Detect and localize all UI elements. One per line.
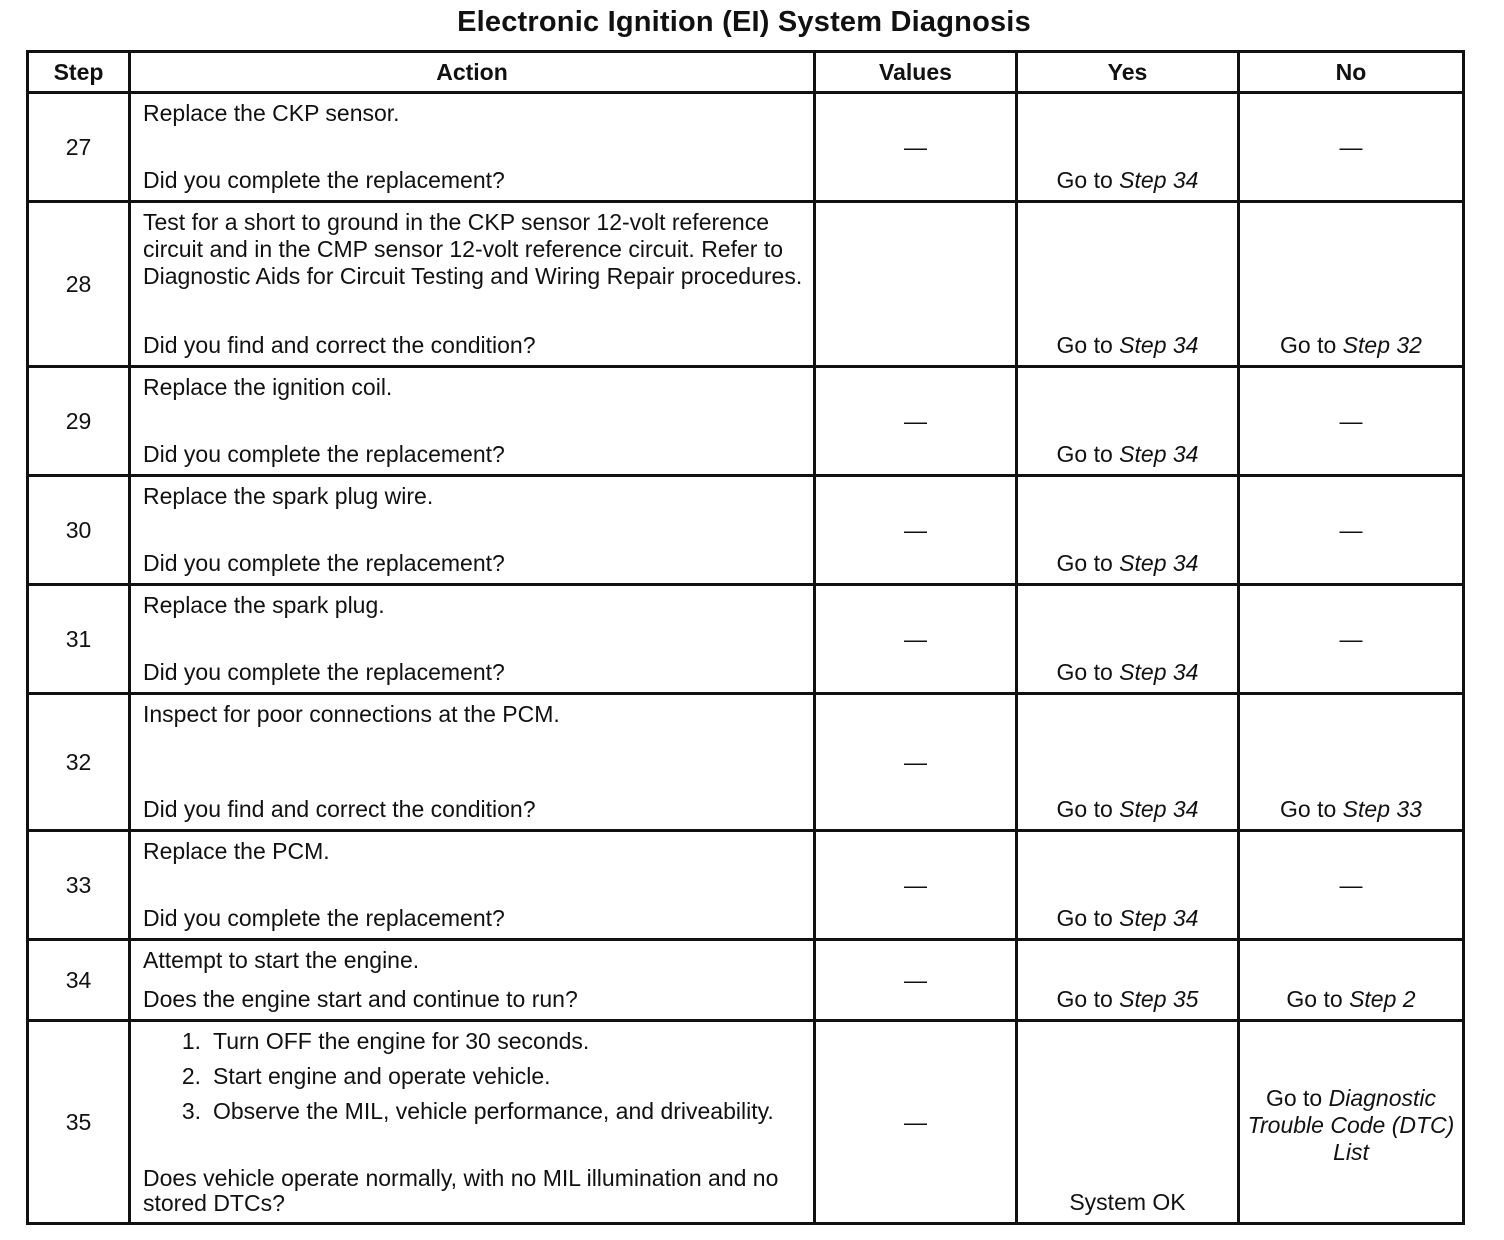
action-question: Did you complete the replacement? <box>143 659 505 685</box>
step-number: 33 <box>28 831 130 940</box>
no-cell <box>1239 1021 1464 1224</box>
goto-label: Go to <box>1056 986 1113 1012</box>
page-title: Electronic Ignition (EI) System Diagnosis <box>457 6 1031 38</box>
action-instruction: Test for a short to ground in the CKP sensor 12-volt reference circuit and in the CMP sensor 12-volt reference circuit. Refer to Diagnostic Aids for Circuit Testing and Wiring Repair procedures. <box>143 209 803 289</box>
no-cell <box>1239 202 1464 367</box>
action-question: Does the engine start and continue to run? <box>143 986 578 1012</box>
action-question: Did you complete the replacement? <box>143 550 505 576</box>
action-question: Did you find and correct the condition? <box>143 332 536 358</box>
header-no: No <box>1239 52 1464 93</box>
action-instruction: Replace the spark plug. <box>143 592 385 618</box>
step-number: 35 <box>28 1021 130 1224</box>
yes-cell <box>1017 694 1239 831</box>
table-row <box>28 940 1464 1021</box>
header-row <box>28 52 1464 93</box>
table-row <box>28 476 1464 585</box>
numbered-list <box>143 1028 803 1125</box>
table-row <box>28 694 1464 831</box>
goto-label: Go to <box>1056 332 1113 358</box>
goto-label: Go to <box>1056 905 1113 931</box>
goto-label: Go to <box>1265 1084 1323 1111</box>
no-cell <box>1239 940 1464 1021</box>
yes-cell <box>1017 476 1239 585</box>
values-cell: — <box>815 476 1017 585</box>
action-cell <box>130 367 815 476</box>
step-number: 28 <box>28 202 130 367</box>
values-cell: — <box>815 940 1017 1021</box>
goto-step-link: Step 34 <box>1119 796 1199 822</box>
action-cell <box>130 93 815 202</box>
step-number: 27 <box>28 93 130 202</box>
action-instruction: Replace the CKP sensor. <box>143 100 400 126</box>
action-cell <box>130 1021 815 1224</box>
values-cell: — <box>815 585 1017 694</box>
action-question: Does vehicle operate normally, with no MIL illumination and no stored DTCs? <box>143 1165 779 1216</box>
goto-step-link: Step 34 <box>1119 167 1199 193</box>
step-number: 34 <box>28 940 130 1021</box>
no-cell <box>1239 694 1464 831</box>
header-yes: Yes <box>1017 52 1239 93</box>
action-question: Did you find and correct the condition? <box>143 796 536 822</box>
diagnosis-table <box>26 50 1465 1225</box>
yes-cell <box>1017 93 1239 202</box>
goto-step-link: Step 35 <box>1119 986 1199 1012</box>
header-values: Values <box>815 52 1017 93</box>
action-cell <box>130 694 815 831</box>
header-step: Step <box>28 52 130 93</box>
goto-step-link: Step 32 <box>1342 332 1422 358</box>
table-row <box>28 1021 1464 1224</box>
values-cell <box>815 202 1017 367</box>
step-number: 30 <box>28 476 130 585</box>
values-cell: — <box>815 694 1017 831</box>
table-row <box>28 585 1464 694</box>
header-action: Action <box>130 52 815 93</box>
goto-label: Go to <box>1280 332 1337 358</box>
goto-label: Go to <box>1056 659 1113 685</box>
step-number: 29 <box>28 367 130 476</box>
no-cell: — <box>1239 93 1464 202</box>
action-cell <box>130 476 815 585</box>
goto-label: Go to <box>1286 986 1343 1012</box>
action-instruction: Replace the spark plug wire. <box>143 483 434 509</box>
goto-step-link: Step 33 <box>1342 796 1422 822</box>
goto-label: Go to <box>1056 167 1113 193</box>
action-instruction: Replace the PCM. <box>143 838 330 864</box>
action-instruction: Attempt to start the engine. <box>143 947 420 973</box>
no-cell: — <box>1239 367 1464 476</box>
yes-cell <box>1017 940 1239 1021</box>
action-cell <box>130 585 815 694</box>
values-cell: — <box>815 1021 1017 1224</box>
action-question: Did you complete the replacement? <box>143 441 505 467</box>
values-cell: — <box>815 367 1017 476</box>
action-instruction: Replace the ignition coil. <box>143 374 393 400</box>
action-cell <box>130 940 815 1021</box>
action-cell <box>130 831 815 940</box>
goto-step-link: Step 34 <box>1119 332 1199 358</box>
goto-step-link: Step 34 <box>1119 550 1199 576</box>
action-question: Did you complete the replacement? <box>143 905 505 931</box>
no-cell: — <box>1239 476 1464 585</box>
goto-step-link: Step 34 <box>1119 905 1199 931</box>
goto-dtc-list-link: Diagnostic Trouble Code (DTC) List <box>1247 1084 1455 1165</box>
yes-cell <box>1017 585 1239 694</box>
action-question: Did you complete the replacement? <box>143 167 505 193</box>
table-row <box>28 367 1464 476</box>
list-item: 3. Observe the MIL, vehicle performance, and driveability. <box>181 1098 774 1124</box>
goto-step-link: Step 34 <box>1119 441 1199 467</box>
no-cell: — <box>1239 585 1464 694</box>
goto-label: Go to <box>1056 796 1113 822</box>
values-cell: — <box>815 93 1017 202</box>
action-instruction: Inspect for poor connections at the PCM. <box>143 701 560 727</box>
yes-cell <box>1017 831 1239 940</box>
goto-label: Go to <box>1056 550 1113 576</box>
yes-cell <box>1017 367 1239 476</box>
goto-step-link: Step 34 <box>1119 659 1199 685</box>
step-number: 32 <box>28 694 130 831</box>
yes-cell <box>1017 202 1239 367</box>
list-item: 2. Start engine and operate vehicle. <box>181 1063 551 1089</box>
no-cell: — <box>1239 831 1464 940</box>
yes-cell: System OK <box>1017 1021 1239 1224</box>
table-row <box>28 831 1464 940</box>
list-item: 1. Turn OFF the engine for 30 seconds. <box>181 1028 590 1054</box>
step-number: 31 <box>28 585 130 694</box>
action-cell <box>130 202 815 367</box>
table-row <box>28 93 1464 202</box>
goto-step-link: Step 2 <box>1349 986 1416 1012</box>
table-row <box>28 202 1464 367</box>
goto-label: Go to <box>1056 441 1113 467</box>
values-cell: — <box>815 831 1017 940</box>
goto-label: Go to <box>1280 796 1337 822</box>
